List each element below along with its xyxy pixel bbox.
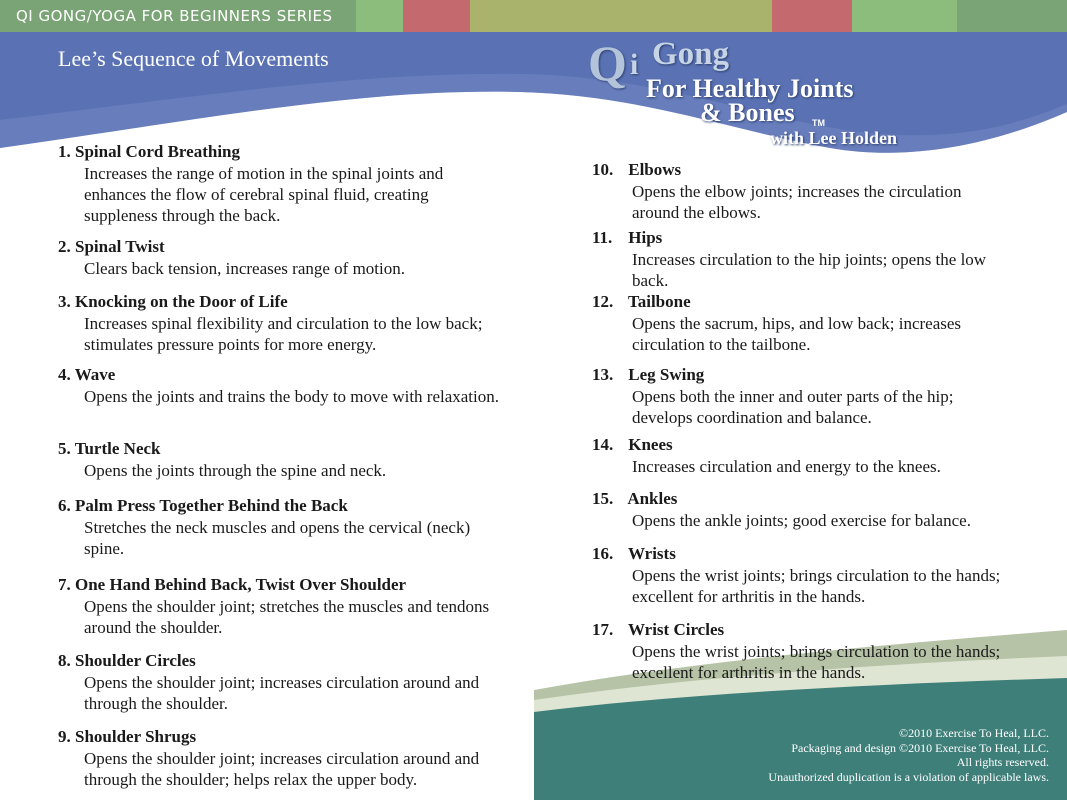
movement-item: [592, 488, 1012, 531]
movement-desc: Increases circulation and energy to the knees.: [632, 457, 941, 476]
movement-title: 3. Knocking on the Door of Life: [58, 292, 288, 311]
movement-desc: Opens the joints and trains the body to move with relaxation.: [84, 387, 500, 406]
movement-title: 16. Wrists: [592, 544, 676, 563]
movement-title: 9. Shoulder Shrugs: [58, 727, 197, 746]
movement-title: 10. Elbows: [592, 160, 682, 179]
movement-item: [58, 495, 504, 559]
copyright-line: Packaging and design ©2010 Exercise To Heal, LLC.: [791, 740, 1049, 755]
movement-title: 4. Wave: [58, 365, 116, 384]
movement-title: 5. Turtle Neck: [58, 439, 161, 458]
movement-item: [592, 227, 1012, 291]
sequence-heading: Lee’s Sequence of Movements: [58, 46, 329, 71]
copyright-line: ©2010 Exercise To Heal, LLC.: [898, 726, 1049, 740]
movement-title: 12. Tailbone: [592, 292, 691, 311]
movement-item: [58, 650, 504, 714]
logo-q: Q: [588, 35, 627, 91]
movement-item: [592, 291, 1012, 355]
movement-item: [58, 364, 504, 407]
movement-desc: Opens the wrist joints; brings circulation to the hands; excellent for arthritis in the hands.: [632, 566, 1001, 606]
movement-title: 7. One Hand Behind Back, Twist Over Shoulder: [58, 575, 407, 594]
movement-title: 1. Spinal Cord Breathing: [58, 142, 241, 161]
copyright-line: All rights reserved.: [956, 755, 1049, 769]
movement-desc: Opens the ankle joints; good exercise for balance.: [632, 511, 971, 530]
movement-desc: Increases circulation to the hip joints; opens the low back.: [632, 250, 987, 290]
movement-desc: Opens the sacrum, hips, and low back; increases circulation to the tailbone.: [632, 314, 962, 354]
logo-i: i: [630, 48, 639, 81]
movement-item: [58, 438, 504, 481]
logo-line1: For Healthy Joints: [646, 74, 854, 103]
movement-title: 6. Palm Press Together Behind the Back: [58, 496, 348, 515]
movement-desc: Clears back tension, increases range of motion.: [84, 259, 406, 278]
movement-desc: Opens the shoulder joint; stretches the muscles and tendons around the shoulder.: [84, 597, 490, 637]
movement-item: [58, 726, 504, 790]
movement-desc: Increases spinal flexibility and circulation to the low back; stimulates pressure points for more energy.: [84, 314, 483, 354]
movement-item: [592, 619, 1012, 683]
logo-line2: & Bones: [700, 98, 795, 127]
movement-item: [592, 434, 1012, 477]
movement-desc: Opens the shoulder joint; increases circulation around and through the shoulder; helps relax the upper body.: [84, 749, 480, 789]
movement-desc: Opens the joints through the spine and neck.: [84, 461, 387, 480]
logo-gong: Gong: [652, 36, 730, 72]
movement-desc: Stretches the neck muscles and opens the cervical (neck) spine.: [84, 518, 471, 558]
movement-title: 8. Shoulder Circles: [58, 651, 196, 670]
movement-title: 17. Wrist Circles: [592, 620, 725, 639]
movement-desc: Opens both the inner and outer parts of the hip; develops coordination and balance.: [632, 387, 954, 427]
movement-item: [592, 543, 1012, 607]
movement-title: 11. Hips: [592, 228, 663, 247]
strip-seg-3: [470, 0, 772, 32]
top-color-strip: [0, 0, 1067, 32]
movement-title: 2. Spinal Twist: [58, 237, 165, 256]
movement-item: [58, 141, 504, 226]
movement-title: 13. Leg Swing: [592, 365, 705, 384]
movement-desc: Opens the elbow joints; increases the circulation around the elbows.: [632, 182, 962, 222]
logo-byline: with Lee Holden: [770, 128, 898, 148]
movement-title: 14. Knees: [592, 435, 673, 454]
strip-seg-6: [957, 0, 1067, 32]
strip-seg-4: [772, 0, 852, 32]
logo-trademark: TM: [812, 118, 825, 128]
movement-item: [592, 364, 1012, 428]
series-title: QI GONG/YOGA FOR BEGINNERS SERIES: [16, 7, 333, 25]
strip-seg-1: [356, 0, 403, 32]
copyright-line: Unauthorized duplication is a violation of applicable laws.: [768, 769, 1049, 784]
strip-seg-2: [403, 0, 470, 32]
movement-item: [58, 574, 504, 638]
movement-item: [58, 291, 504, 355]
strip-seg-5: [852, 0, 957, 32]
movement-desc: Opens the wrist joints; brings circulation to the hands; excellent for arthritis in the hands.: [632, 642, 1001, 682]
movement-item: [58, 236, 504, 279]
product-logo: [588, 32, 928, 152]
movement-desc: Increases the range of motion in the spinal joints and enhances the flow of cerebral spinal fluid, creating suppleness through the back.: [84, 164, 444, 225]
copyright-notice: [689, 726, 1049, 784]
movement-item: [592, 159, 1012, 223]
movement-title: 15. Ankles: [592, 489, 678, 508]
movement-desc: Opens the shoulder joint; increases circulation around and through the shoulder.: [84, 673, 480, 713]
